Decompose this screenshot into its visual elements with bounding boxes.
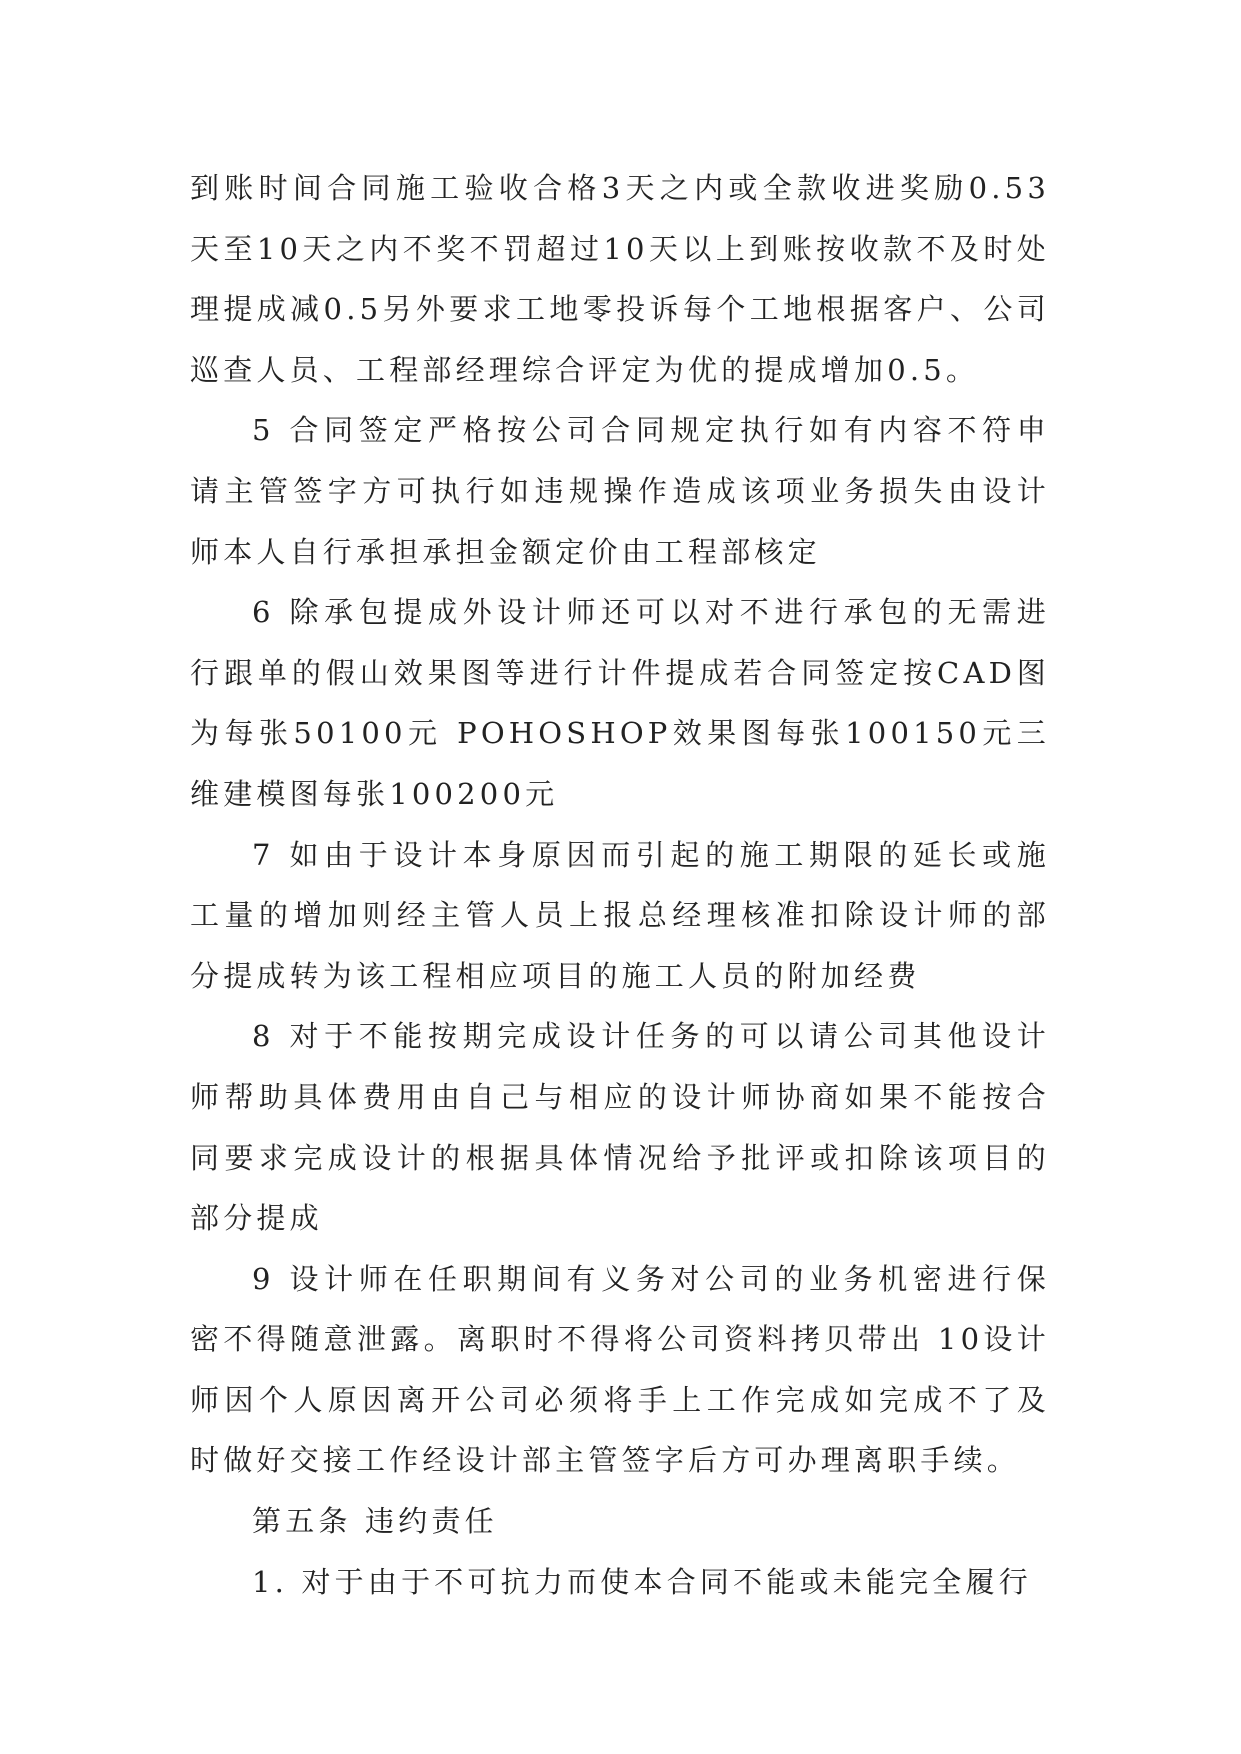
paragraph-item-6: 6 除承包提成外设计师还可以对不进行承包的无需进行跟单的假山效果图等进行计件提成若合同签定按CAD图为每张50100元 POHOSHOP效果图每张100150元三维建模图每张100200元 [190, 595, 1050, 811]
paragraph-item-7: 7 如由于设计本身原因而引起的施工期限的延长或施工量的增加则经主管人员上报总经理核准扣除设计师的部分提成转为该工程相应项目的施工人员的附加经费 [190, 837, 1050, 993]
paragraph-item-9: 9 设计师在任职期间有义务对公司的业务机密进行保密不得随意泄露。离职时不得将公司资料拷贝带出 10设计师因个人原因离开公司必须将手上工作完成如完成不了及时做好交接工作经设计部主管签字后方可办理离职手续。 [190, 1261, 1050, 1478]
paragraph-item-5: 5 合同签定严格按公司合同规定执行如有内容不符申请主管签字方可执行如违规操作造成该项业务损失由设计师本人自行承担承担金额定价由工程部核定 [190, 413, 1050, 569]
paragraph-continuation: 到账时间合同施工验收合格3天之内或全款收进奖励0.53天至10天之内不奖不罚超过10天以上到账按收款不及时处理提成减0.5另外要求工地零投诉每个工地根据客户、公司巡查人员、工程部经理综合评定为优的提成增加0.5。 [190, 171, 1050, 387]
paragraph-item-8: 8 对于不能按期完成设计任务的可以请公司其他设计师帮助具体费用由自己与相应的设计师协商如果不能按合同要求完成设计的根据具体情况给予批评或扣除该项目的部分提成 [190, 1019, 1050, 1236]
paragraph-clause-1: 1. 对于由于不可抗力而使本合同不能或未能完全履行 [252, 1564, 1032, 1599]
document-body [190, 158, 1050, 1612]
section-heading-article-5: 第五条 违约责任 [252, 1504, 498, 1539]
